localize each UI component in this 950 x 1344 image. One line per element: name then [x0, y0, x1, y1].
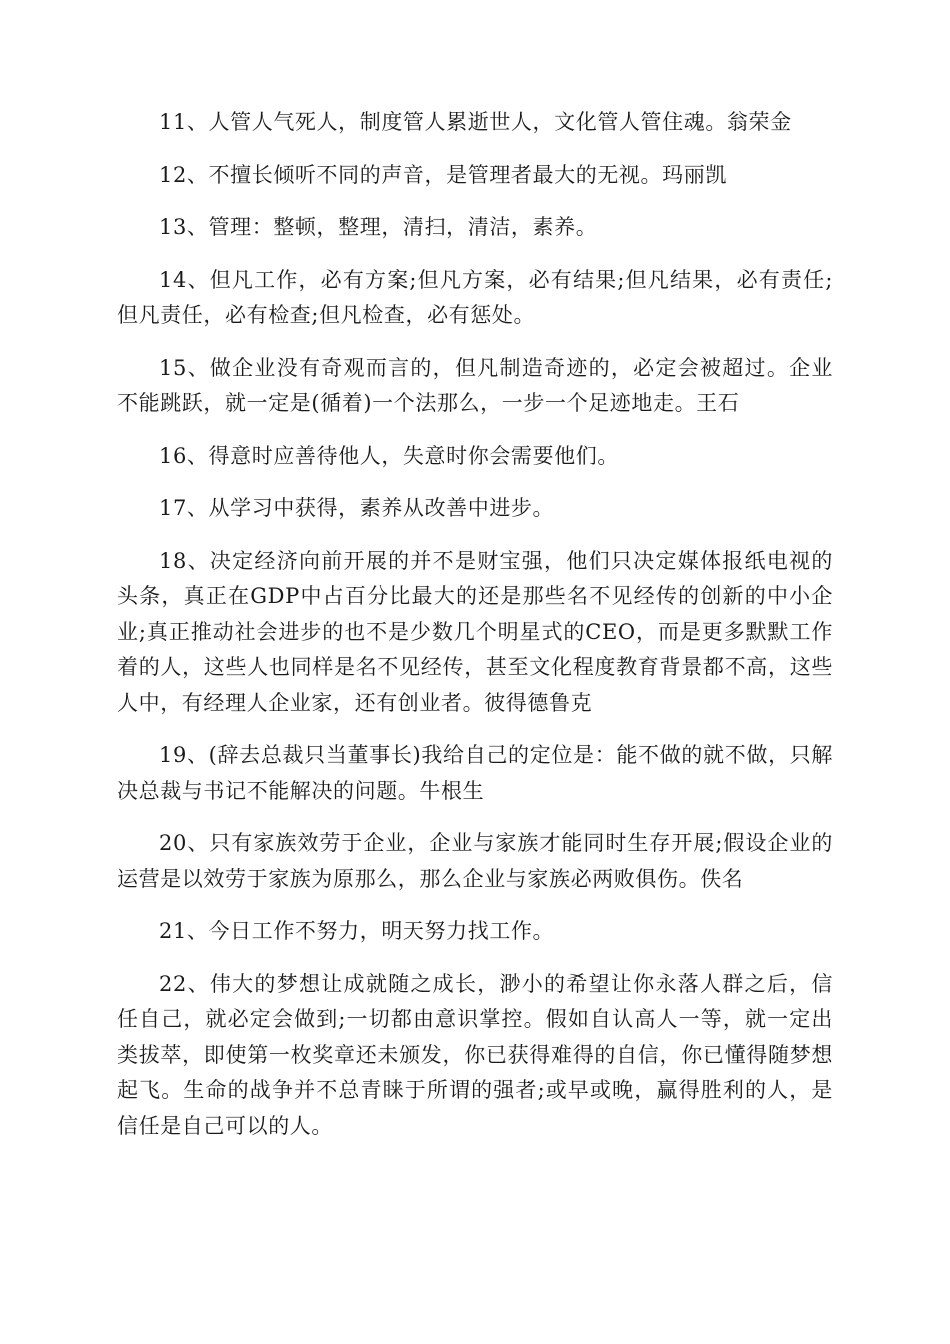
- quote-paragraph-16: 16、得意时应善待他人，失意时你会需要他们。: [159, 443, 619, 468]
- quote-paragraph-15: 15、做企业没有奇观而言的，但凡制造奇迹的，必定会被超过。企业不能跳跃，就一定是(循着)一个法那么，一步一个足迹地走。王石: [117, 355, 833, 415]
- quote-paragraph-19: 19、(辞去总裁只当董事长)我给自己的定位是：能不做的就不做，只解决总裁与书记不能解决的问题。牛根生: [117, 743, 833, 803]
- quote-paragraph-17: 17、从学习中获得，素养从改善中进步。: [159, 496, 555, 520]
- quote-paragraph-22: 22、伟大的梦想让成就随之成长，渺小的希望让你永落人群之后，信任自己，就必定会做到;一切都由意识掌控。假如自认高人一等，就一定出类拔萃，即使第一枚奖章还未颁发，你已获得难得的自信，你已懂得随梦想起飞。生命的战争并不总青睐于所谓的强者;或早或晚，赢得胜利的人，是信任是自己可以的人。: [117, 971, 833, 1138]
- document-body: [117, 105, 833, 1161]
- quote-paragraph-21: 21、今日工作不努力，明天努力找工作。: [159, 919, 555, 943]
- quote-paragraph-18: 18、决定经济向前开展的并不是财宝强，他们只决定媒体报纸电视的头条，真正在GDP中占百分比最大的还是那些名不见经传的创新的中小企业;真正推动社会进步的也不是少数几个明星式的CEO，而是更多默默工作着的人，这些人也同样是名不见经传，甚至文化程度教育背景都不高，这些人中，有经理人企业家，还有创业者。彼得德鲁克: [117, 548, 833, 715]
- quote-paragraph-14: 14、但凡工作，必有方案;但凡方案，必有结果;但凡结果，必有责任;但凡责任，必有检查;但凡检查，必有惩处。: [117, 267, 833, 327]
- quote-paragraph-13: 13、管理：整顿，整理，清扫，清洁，素养。: [159, 215, 598, 239]
- quote-paragraph-20: 20、只有家族效劳于企业，企业与家族才能同时生存开展;假设企业的运营是以效劳于家族为原那么，那么企业与家族必两败俱伤。佚名: [117, 831, 833, 891]
- quote-paragraph-11: 11、人管人气死人，制度管人累逝世人，文化管人管住魂。翁荣金: [159, 110, 792, 134]
- quote-paragraph-12: 12、不擅长倾听不同的声音，是管理者最大的无视。玛丽凯: [159, 162, 727, 187]
